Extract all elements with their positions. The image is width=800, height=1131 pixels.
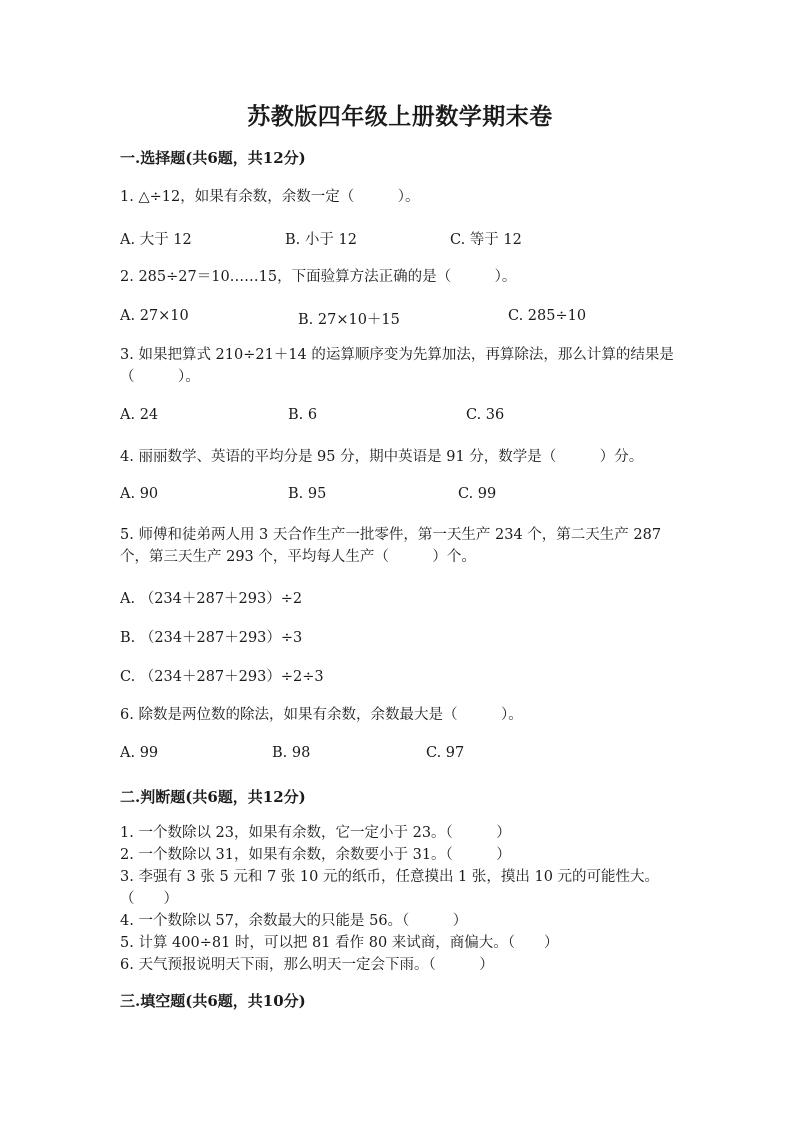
choice-question-1: 1. △÷12，如果有余数，余数一定（ ）。 (120, 189, 420, 205)
true-false-item: 3. 李强有 3 张 5 元和 7 张 10 元的纸币，任意摸出 1 张，摸出 10 元的可能性大。 （ ） (120, 869, 681, 907)
option-c: C. 36 (466, 407, 505, 423)
option-a: A. 大于 12 (120, 232, 192, 248)
option-c: C. 99 (458, 486, 497, 502)
choice-options-3 (120, 407, 680, 429)
section-heading-true-false: 二.判断题(共6题，共12分) (120, 788, 306, 806)
option-b: B. 27×10＋15 (298, 312, 400, 328)
option-b: B. 小于 12 (285, 232, 357, 248)
page-title: 苏教版四年级上册数学期末卷 (247, 103, 553, 130)
true-false-item: 5. 计算 400÷81 时，可以把 81 看作 80 来试商，商偏大。（ ） (120, 935, 559, 951)
option-c: C. 97 (426, 745, 465, 761)
option-c: C. 285÷10 (508, 308, 587, 324)
true-false-list (120, 822, 680, 976)
option-c: C. 等于 12 (450, 232, 522, 248)
true-false-item: 2. 一个数除以 31，如果有余数，余数要小于 31。（ ） (120, 847, 511, 863)
choice-question-4: 4. 丽丽数学、英语的平均分是 95 分，期中英语是 91 分，数学是（ ）分。 (120, 449, 644, 465)
choice-options-4 (120, 486, 680, 508)
choice-question-3: 3. 如果把算式 210÷21＋14 的运算顺序变为先算加法，再算除法，那么计算的结果是（ ）。 (120, 347, 674, 385)
choice-option-5a (120, 587, 680, 609)
true-false-item: 6. 天气预报说明天下雨，那么明天一定会下雨。（ ） (120, 957, 494, 973)
option-b: B. 95 (288, 486, 327, 502)
option-a: A. 90 (120, 486, 159, 502)
section-heading-choice: 一.选择题(共6题，共12分) (120, 149, 306, 167)
choice-options-2 (120, 308, 680, 330)
section-heading-fill-blank: 三.填空题(共6题，共10分) (120, 992, 306, 1010)
choice-question-5: 5. 师傅和徒弟两人用 3 天合作生产一批零件，第一天生产 234 个，第二天生产 287 个，第三天生产 293 个，平均每人生产（ ）个。 (120, 527, 662, 565)
option-a: A. 99 (120, 745, 159, 761)
choice-question-2: 2. 285÷27＝10……15，下面验算方法正确的是（ ）。 (120, 269, 517, 285)
option-a: A. （234＋287＋293）÷2 (120, 591, 303, 607)
choice-option-5b (120, 626, 680, 648)
choice-options-1 (120, 228, 680, 250)
option-b: B. （234＋287＋293）÷3 (120, 630, 303, 646)
choice-option-5c (120, 665, 680, 687)
option-b: B. 98 (272, 745, 311, 761)
choice-question-6: 6. 除数是两位数的除法，如果有余数，余数最大是（ ）。 (120, 707, 523, 723)
option-c: C. （234＋287＋293）÷2÷3 (120, 669, 324, 685)
choice-options-6 (120, 745, 680, 767)
option-b: B. 6 (288, 407, 318, 423)
true-false-item: 1. 一个数除以 23，如果有余数，它一定小于 23。（ ） (120, 825, 511, 841)
true-false-item: 4. 一个数除以 57，余数最大的只能是 56。（ ） (120, 913, 468, 929)
option-a: A. 24 (120, 407, 159, 423)
option-a: A. 27×10 (120, 308, 189, 324)
